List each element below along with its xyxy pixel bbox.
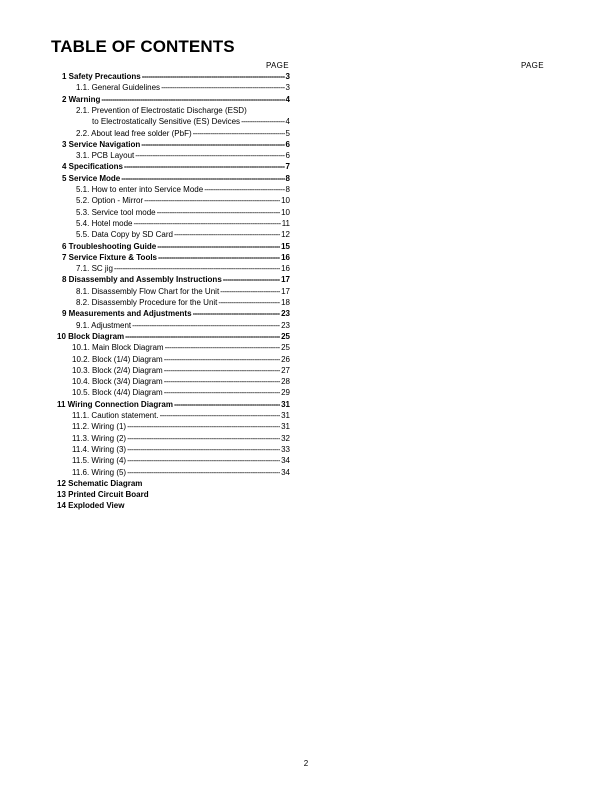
toc-entry-title: 7 Service Fixture & Tools: [62, 252, 157, 262]
toc-entry-title: 11.2. Wiring (1): [72, 422, 127, 432]
toc-leader-dots: [157, 207, 280, 218]
toc-entry-title: 6 Troubleshooting Guide: [62, 241, 157, 251]
toc-entry-page: 8: [285, 173, 290, 183]
toc-entry[interactable]: [72, 467, 290, 478]
toc-leader-dots: [164, 387, 280, 398]
toc-entry[interactable]: [76, 184, 290, 195]
toc-entry[interactable]: [62, 139, 290, 150]
toc-entry-page: 3: [285, 72, 290, 81]
toc-entry[interactable]: [62, 161, 290, 172]
toc-entry[interactable]: [57, 331, 290, 342]
toc-entry-page: 18: [281, 298, 290, 307]
page-column-header-right: PAGE: [521, 61, 544, 70]
page-number: 2: [303, 759, 309, 768]
toc-leader-dots: [157, 241, 280, 252]
toc-entry[interactable]: [62, 252, 290, 263]
toc-entry-title: 3.1. PCB Layout: [76, 151, 135, 161]
toc-entry-title: 11.4. Wiring (3): [72, 444, 127, 454]
toc-entry-title: 5.4. Hotel mode: [76, 218, 133, 228]
toc-entry-page: 23: [281, 320, 290, 330]
toc-entry-page: 17: [281, 275, 290, 285]
toc-entry-page: 34: [281, 467, 290, 477]
toc-entry-page: 23: [281, 309, 290, 319]
toc-entry-title: 2.1. Prevention of Electrostatic Discharge (ESD): [76, 105, 247, 115]
toc-entry-page: 3: [285, 83, 290, 93]
toc-entry[interactable]: [62, 71, 290, 82]
toc-entry[interactable]: [76, 263, 290, 274]
toc-entry[interactable]: [57, 399, 290, 410]
toc-entry-title: 1.1. General Guidelines: [76, 83, 161, 93]
toc-entry-title: 11.5. Wiring (4): [72, 456, 127, 466]
toc-entry[interactable]: [72, 354, 290, 365]
toc-entry-title: 2 Warning: [62, 94, 101, 104]
toc-entry[interactable]: [72, 455, 290, 466]
toc-entry-title: 10 Block Diagram: [57, 331, 125, 341]
toc-entry-page: 17: [281, 286, 290, 296]
toc-entry-page: 29: [281, 388, 290, 398]
toc-leader-dots: [174, 229, 280, 240]
toc-entry-page: 5: [285, 128, 290, 138]
toc-leader-dots: [241, 116, 284, 127]
toc-entry-page: 6: [285, 151, 290, 161]
toc-entry-title: 11.3. Wiring (2): [72, 433, 127, 443]
toc-leader-dots: [101, 94, 284, 105]
toc-leader-dots: [142, 71, 285, 82]
toc-entry-title: 10.1. Main Block Diagram: [72, 343, 164, 353]
toc-leader-dots: [135, 150, 284, 161]
toc-entry[interactable]: [62, 241, 290, 252]
toc-leader-dots: [127, 444, 280, 455]
toc-entry-title: 8.1. Disassembly Flow Chart for the Unit: [76, 286, 220, 296]
toc-leader-dots: [127, 455, 280, 466]
toc-entry[interactable]: [76, 297, 290, 308]
toc-entry[interactable]: [76, 229, 290, 240]
toc-entry-title: 12 Schematic Diagram: [57, 478, 143, 488]
toc-entry[interactable]: [72, 365, 290, 376]
toc-leader-dots: [132, 320, 280, 331]
toc-entry[interactable]: [76, 105, 290, 116]
toc-entry[interactable]: [72, 444, 290, 455]
toc-entry[interactable]: [76, 195, 290, 206]
toc-entry[interactable]: [62, 274, 290, 285]
toc-entry-title: 13 Printed Circuit Board: [57, 490, 149, 500]
page-title: TABLE OF CONTENTS: [51, 37, 235, 56]
toc-leader-dots: [133, 218, 280, 229]
toc-leader-dots: [127, 421, 280, 432]
toc-leader-dots: [164, 365, 280, 376]
toc-leader-dots: [121, 173, 284, 184]
toc-entry-title: 11.1. Caution statement.: [72, 411, 159, 420]
toc-entry-page: 10: [281, 196, 290, 206]
toc-leader-dots: [144, 195, 280, 206]
toc-entry-title: 5.5. Data Copy by SD Card: [76, 230, 173, 240]
toc-entry[interactable]: [76, 82, 290, 93]
toc-entry-page: 6: [285, 139, 290, 149]
toc-entry[interactable]: [72, 376, 290, 387]
toc-entry-page: 26: [281, 354, 290, 364]
toc-entry-title: 14 Exploded View: [57, 501, 125, 511]
toc-entry-title: 5.1. How to enter into Service Mode: [76, 185, 204, 194]
toc-entry-title: 9.1. Adjustment: [76, 320, 132, 330]
toc-entry[interactable]: [57, 478, 290, 489]
toc-leader-dots: [218, 297, 280, 308]
toc-leader-dots: [125, 331, 280, 342]
toc-entry-page: 33: [281, 444, 290, 454]
toc-entry-title: 5.3. Service tool mode: [76, 207, 156, 217]
toc-leader-dots: [127, 433, 280, 444]
toc-leader-dots: [165, 342, 281, 353]
toc-entry-title: 9 Measurements and Adjustments: [62, 309, 192, 319]
toc-leader-dots: [220, 286, 280, 297]
toc-leader-dots: [124, 161, 285, 172]
toc-entry-page: 16: [281, 252, 290, 262]
toc-entry[interactable]: [62, 173, 290, 184]
toc-entry-page: 16: [281, 264, 290, 274]
toc-leader-dots: [127, 467, 280, 478]
toc-entry-page: 12: [281, 230, 290, 240]
toc-entry[interactable]: [72, 410, 290, 421]
toc-leader-dots: [158, 252, 280, 263]
toc-entry-page: 4: [285, 117, 290, 127]
toc-leader-dots: [164, 376, 280, 387]
toc-entry[interactable]: [72, 387, 290, 398]
toc-entry-page: 31: [281, 422, 290, 432]
toc-entry-page: 10: [281, 207, 290, 217]
toc-entry[interactable]: [57, 489, 290, 500]
toc-leader-dots: [160, 410, 281, 421]
toc-leader-dots: [223, 274, 280, 285]
toc-entry[interactable]: [62, 308, 290, 319]
toc-entry-page: 28: [281, 377, 290, 387]
toc-entry-title: 5.2. Option - Mirror: [76, 196, 144, 206]
toc-entry-page: 11: [281, 218, 290, 228]
toc-entry-title: 2.2. About lead free solder (PbF): [76, 128, 192, 138]
toc-entry-title: 1 Safety Precautions: [62, 72, 141, 81]
toc-entry-title: 7.1. SC jig: [76, 264, 113, 274]
toc-entry-title: 11 Wiring Connection Diagram: [57, 399, 173, 409]
toc-entry[interactable]: [76, 320, 290, 331]
toc-entry-page: 27: [281, 365, 290, 375]
toc-entry[interactable]: [76, 286, 290, 297]
page-column-header: PAGE: [266, 61, 289, 70]
toc-leader-dots: [161, 82, 284, 93]
toc-entry-page: 34: [281, 456, 290, 466]
toc-entry-page: 32: [281, 433, 290, 443]
toc-entry-title: 3 Service Navigation: [62, 139, 141, 149]
toc-entry[interactable]: [62, 94, 290, 105]
toc-entry[interactable]: [76, 150, 290, 161]
toc-entry[interactable]: [57, 500, 290, 511]
toc-entry-title: 10.2. Block (1/4) Diagram: [72, 354, 163, 364]
toc-entry[interactable]: [72, 421, 290, 432]
toc-entry-title: to Electrostatically Sensitive (ES) Devices: [92, 117, 241, 127]
toc-entry-page: 25: [281, 343, 290, 353]
toc-entry-page: 8: [285, 185, 290, 194]
toc-entry-title: 4 Specifications: [62, 162, 123, 172]
toc-entry-page: 15: [281, 241, 290, 251]
toc-entry[interactable]: [76, 207, 290, 218]
toc-entry-title: 10.4. Block (3/4) Diagram: [72, 377, 163, 387]
toc-leader-dots: [174, 399, 280, 410]
toc-entry-title: 10.3. Block (2/4) Diagram: [72, 365, 163, 375]
toc-entry-title: 11.6. Wiring (5): [72, 467, 127, 477]
toc-leader-dots: [114, 263, 280, 274]
toc-entry[interactable]: [72, 342, 290, 353]
toc-entry-page: 31: [281, 399, 290, 409]
toc-entry[interactable]: [76, 218, 290, 229]
toc-leader-dots: [164, 354, 280, 365]
toc-entry-page: 25: [281, 331, 290, 341]
toc-entry-title: 8.2. Disassembly Procedure for the Unit: [76, 298, 218, 307]
toc-leader-dots: [193, 308, 281, 319]
toc-entry[interactable]: [92, 116, 290, 127]
toc-entry-title: 5 Service Mode: [62, 173, 121, 183]
toc-leader-dots: [141, 139, 284, 150]
toc-entry-page: 31: [281, 411, 290, 420]
toc-leader-dots: [193, 128, 285, 139]
toc-entry-title: 8 Disassembly and Assembly Instructions: [62, 275, 222, 285]
toc-leader-dots: [204, 184, 284, 195]
toc-entry-title: 10.5. Block (4/4) Diagram: [72, 388, 163, 398]
toc-entry-page: 7: [285, 162, 290, 172]
toc-entry[interactable]: [72, 433, 290, 444]
toc-entry[interactable]: [76, 128, 290, 139]
toc-entry-page: 4: [285, 94, 290, 104]
